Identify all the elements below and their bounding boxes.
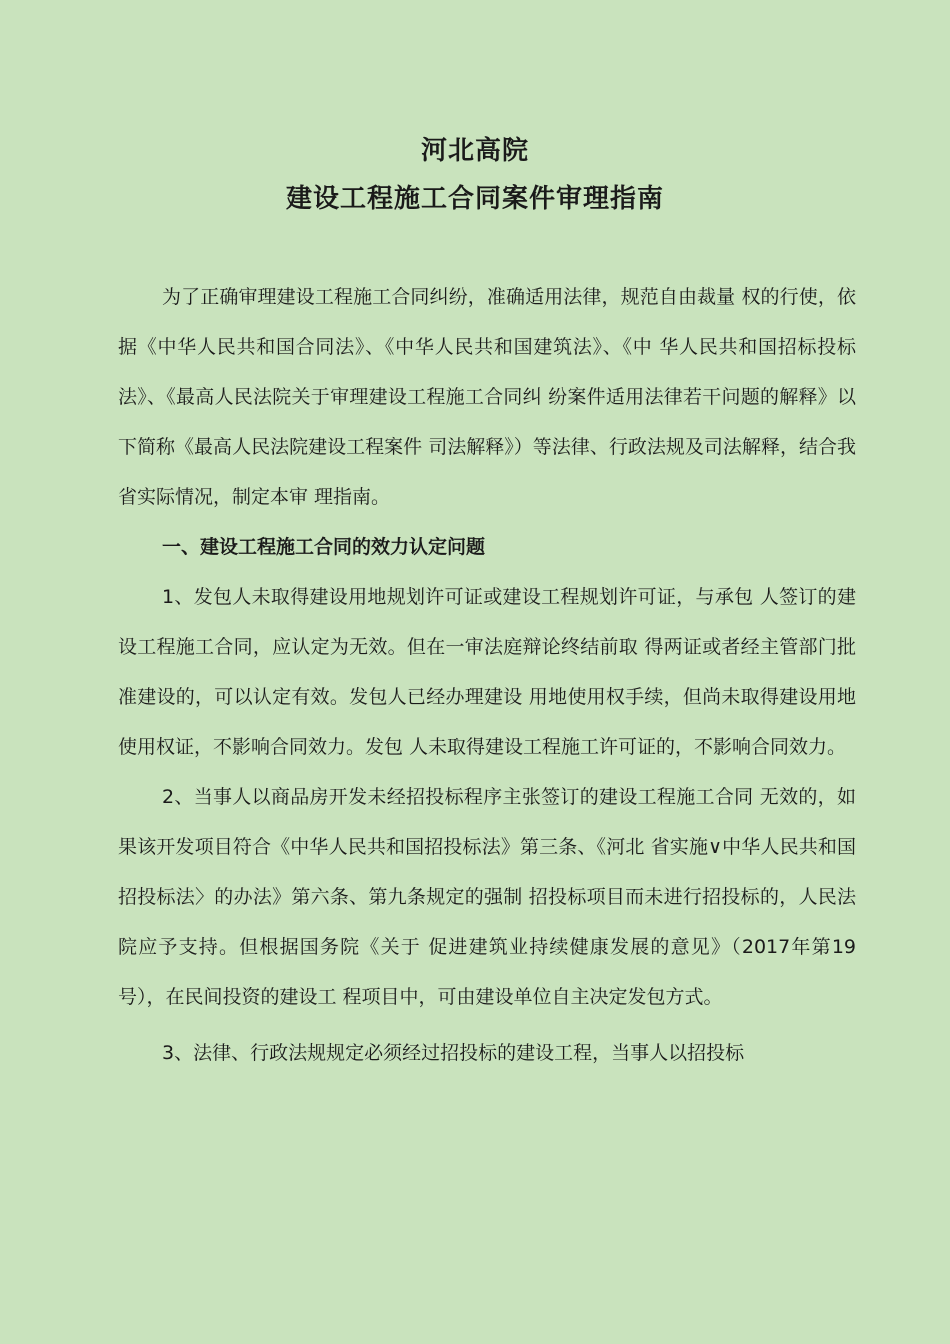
document-body — [118, 272, 856, 1078]
section-heading: 一、建设工程施工合同的效力认定问题 — [162, 536, 486, 558]
document-title-line1: 河北高院 — [420, 136, 529, 166]
item-2-paragraph: 2、当事人以商品房开发未经招投标程序主张签订的建设工程施工合同 无效的，如果该开发项目符合《中华人民共和国招投标法》第三条、《河北 省实施∨中华人民共和国招投标法〉的办法》第六条、第九条规定的强制 招投标项目而未进行招投标的，人民法院应予支持。但根据国务院《关于 促进建筑业持续健康发展的意见》（2017年第19号），在民间投资的建设工 程项目中，可由建设单位自主决定发包方式。 — [118, 786, 856, 1008]
document-title-line2: 建设工程施工合同案件审理指南 — [285, 184, 664, 214]
preface-paragraph: 为了正确审理建设工程施工合同纠纷，准确适用法律，规范自由裁量 权的行使，依据《中华人民共和国合同法》、《中华人民共和国建筑法》、《中 华人民共和国招标投标法》、《最高人民法院关于审理建设工程施工合同纠 纷案件适用法律若干问题的解释》以下简称《最高人民法院建设工程案件 司法解释》）等法律、行政法规及司法解释，结合我省实际情况，制定本审 理指南。 — [118, 286, 856, 508]
item-1-paragraph: 1、发包人未取得建设用地规划许可证或建设工程规划许可证，与承包 人签订的建设工程施工合同，应认定为无效。但在一审法庭辩论终结前取 得两证或者经主管部门批准建设的，可以认定有效。发包人已经办理建设 用地使用权手续，但尚未取得建设用地使用权证，不影响合同效力。发包 人未取得建设工程施工许可证的，不影响合同效力。 — [118, 586, 856, 758]
item-3-paragraph: 3、法律、行政法规规定必须经过招投标的建设工程，当事人以招投标 — [162, 1042, 745, 1064]
